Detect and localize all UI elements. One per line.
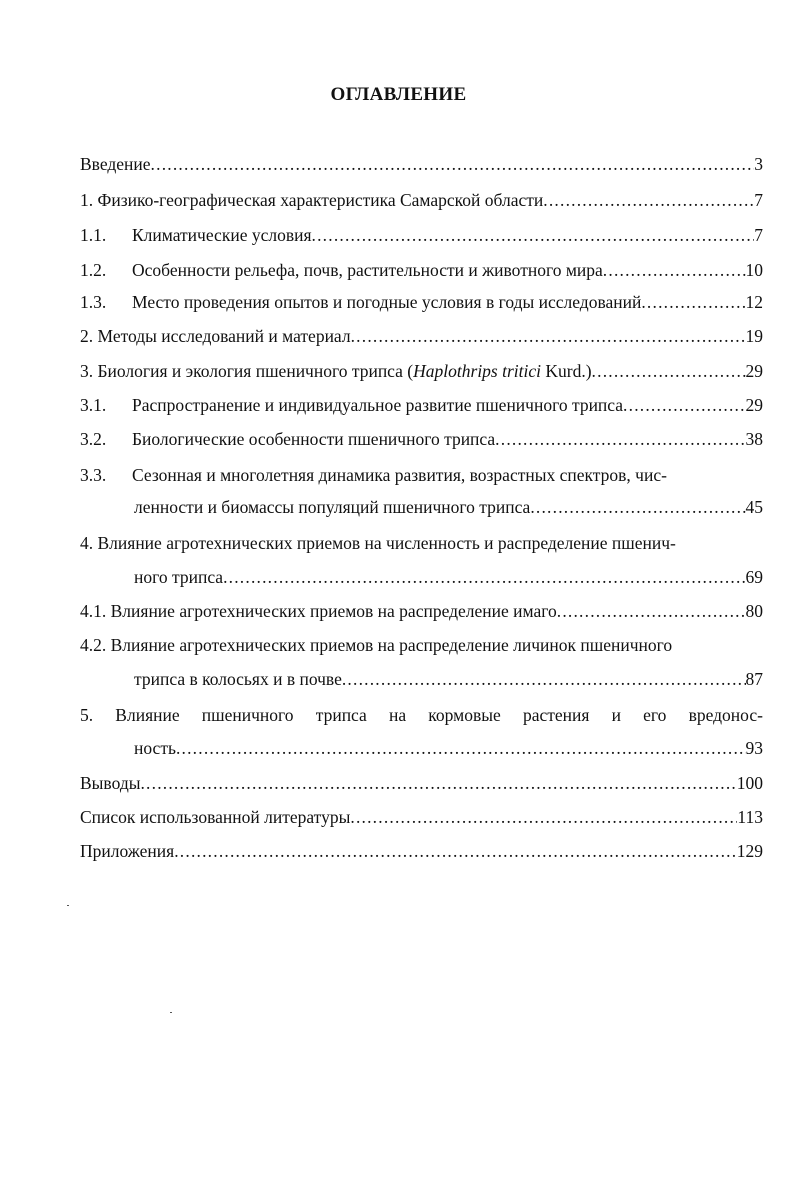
toc-entry-number: 1.3. [80, 292, 107, 312]
toc-entry-text-before: 3. Биология и экология пшеничного трипса ( [80, 361, 414, 381]
scan-speck [67, 905, 69, 906]
toc-page-number: 29 [745, 361, 763, 381]
leader-dots [174, 838, 737, 864]
page-title: ОГЛАВЛЕНИЕ [330, 84, 467, 105]
toc-entry-text: 1. Физико-географическая характеристика Самарской области [80, 190, 544, 210]
species-name: Haplothrips tritici [413, 361, 541, 381]
toc-entry-number: 3.2. [80, 429, 107, 449]
toc-entry-1-3[interactable] [80, 289, 763, 315]
leader-dots [342, 666, 746, 692]
leader-dots [351, 323, 746, 349]
toc-entry-3-3-line2[interactable] [134, 494, 763, 520]
toc-entry-text: Особенности рельефа, почв, растительности и животного мира [132, 260, 603, 280]
toc-page-number: 100 [736, 773, 763, 793]
toc-entry-text: ленности и биомассы популяций пшеничного трипса [134, 497, 531, 517]
toc-entry-chapter-1[interactable] [80, 187, 763, 213]
toc-entry-number: 1.2. [80, 260, 107, 280]
toc-page-number: 7 [754, 225, 763, 245]
toc-word: 5. [80, 705, 94, 725]
toc-entry-text: 2. Методы исследований и материал [80, 326, 351, 346]
toc-entry-text-after: Kurd.) [541, 361, 592, 381]
leader-dots [592, 358, 746, 384]
toc-entry-text: трипса в колосьях и в почве [134, 669, 342, 689]
leader-dots [350, 804, 737, 830]
toc-entry-text: Приложения [80, 841, 175, 861]
toc-page-number: 10 [745, 260, 763, 280]
leader-dots [623, 392, 745, 418]
scan-speck [170, 1012, 172, 1013]
toc-entry-text [80, 358, 592, 384]
toc-entry-text: Биологические особенности пшеничного трипса [132, 429, 496, 449]
toc-entry-text: Выводы [80, 773, 141, 793]
toc-entry-number: 3.1. [80, 395, 107, 415]
leader-dots [223, 564, 745, 590]
leader-dots [140, 770, 736, 796]
toc-entry-1-1[interactable] [80, 222, 763, 248]
toc-entry-number: 1.1. [80, 225, 107, 245]
toc-word: на [388, 705, 407, 725]
toc-entry-appendices[interactable] [80, 838, 763, 864]
toc-entry-chapter-4-line2[interactable] [134, 564, 763, 590]
toc-entry-text: ного трипса [134, 567, 224, 587]
toc-entry-1-2[interactable] [80, 257, 763, 283]
toc-page-number: 7 [754, 190, 763, 210]
toc-entry-text: 4. Влияние агротехнических приемов на численность и распределение пшенич- [80, 533, 676, 553]
toc-word: Влияние [115, 705, 180, 725]
toc-word: и [611, 705, 621, 725]
toc-word: трипса [315, 705, 367, 725]
toc-entry-chapter-5-line2[interactable] [134, 735, 763, 761]
leader-dots [312, 222, 755, 248]
toc-entry-text: Распространение и индивидуальное развитие пшеничного трипса [132, 395, 624, 415]
toc-entry-chapter-5-line1[interactable] [80, 702, 763, 728]
leader-dots [495, 426, 745, 452]
leader-dots [543, 187, 754, 213]
toc-entry-text: Климатические условия [132, 225, 312, 245]
toc-page-number: 12 [745, 292, 763, 312]
toc-entry-4-2-line2[interactable] [134, 666, 763, 692]
toc-entry-text: Список использованной литературы [80, 807, 351, 827]
toc-page-number: 29 [745, 395, 763, 415]
leader-dots [151, 151, 755, 177]
toc-entry-text: 4.2. Влияние агротехнических приемов на распределение личинок пшеничного [80, 635, 673, 655]
toc-page-number: 93 [745, 738, 763, 758]
toc-entry-introduction[interactable] [80, 151, 763, 177]
toc-entry-4-2-line1[interactable] [80, 632, 763, 658]
toc-page-number: 19 [745, 326, 763, 346]
toc-page-number: 80 [745, 601, 763, 621]
toc-entry-text: Введение [80, 154, 151, 174]
toc-entry-text: ность [134, 738, 176, 758]
toc-page-number: 38 [745, 429, 763, 449]
leader-dots [530, 494, 745, 520]
toc-page-number: 69 [745, 567, 763, 587]
toc-word: его [643, 705, 667, 725]
toc-entry-4-1[interactable] [80, 598, 763, 624]
toc-entry-3-1[interactable] [80, 392, 763, 418]
toc-word: вредонос- [688, 705, 763, 725]
toc-entry-3-3-line1[interactable] [80, 462, 763, 488]
toc-entry-number: 3.3. [80, 465, 107, 485]
toc-page-number: 87 [745, 669, 763, 689]
toc-entry-text: Место проведения опытов и погодные условия в годы исследований [132, 292, 642, 312]
leader-dots [176, 735, 746, 761]
toc-entry-3-2[interactable] [80, 426, 763, 452]
leader-dots [603, 257, 746, 283]
toc-entry-chapter-4-line1[interactable] [80, 530, 763, 556]
toc-word: кормовые [428, 705, 501, 725]
toc-entry-text: 4.1. Влияние агротехнических приемов на распределение имаго [80, 601, 557, 621]
toc-page-number: 45 [745, 497, 763, 517]
toc-entry-chapter-2[interactable] [80, 323, 763, 349]
toc-entry-references[interactable] [80, 804, 763, 830]
toc-entry-text: Сезонная и многолетняя динамика развития, возрастных спектров, чис- [132, 465, 667, 485]
toc-page-number: 129 [736, 841, 763, 861]
toc-word: растения [522, 705, 590, 725]
toc-page-number: 3 [754, 154, 763, 174]
toc-word: пшеничного [201, 705, 294, 725]
toc-entry-chapter-3[interactable] [80, 358, 763, 384]
toc-entry-conclusions[interactable] [80, 770, 763, 796]
toc-page-number: 113 [737, 807, 763, 827]
leader-dots [557, 598, 746, 624]
leader-dots [641, 289, 745, 315]
